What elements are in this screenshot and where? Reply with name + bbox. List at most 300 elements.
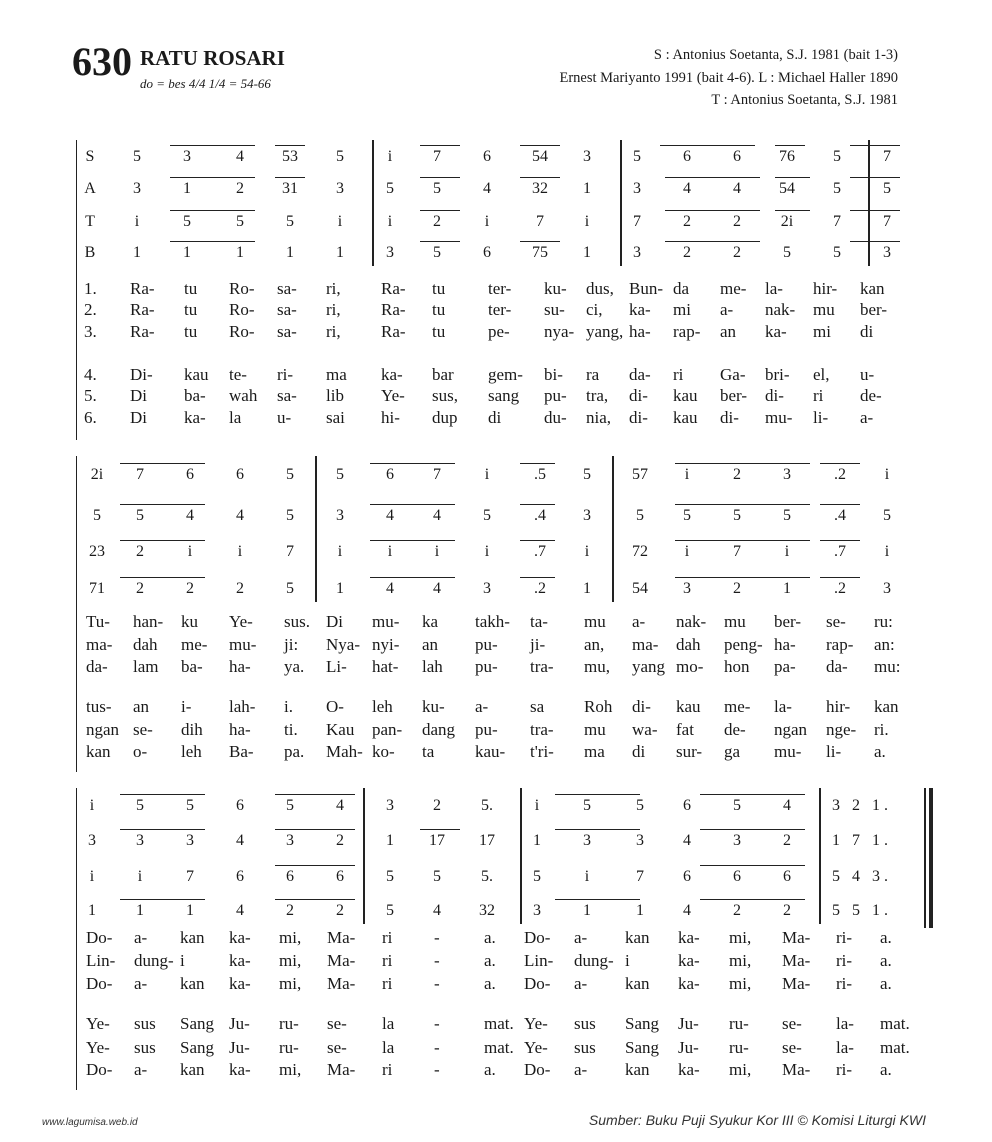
syllable: rap- bbox=[673, 322, 701, 341]
syllable: sus bbox=[134, 1014, 156, 1033]
note: 3 bbox=[783, 466, 791, 483]
note: 5 bbox=[93, 507, 101, 524]
beam-line bbox=[275, 145, 305, 146]
note: i bbox=[434, 543, 440, 560]
syllable: hi- bbox=[381, 408, 400, 427]
beam-line bbox=[420, 177, 460, 178]
syllable: Lin- bbox=[86, 951, 116, 970]
syllable: se- bbox=[327, 1038, 347, 1057]
syllable: yang bbox=[632, 657, 666, 676]
syllable: mu bbox=[813, 300, 835, 319]
song-number: 630 bbox=[72, 39, 132, 84]
syllable: a. bbox=[880, 951, 892, 970]
syllable: nak- bbox=[676, 612, 707, 631]
syllable: ya. bbox=[284, 657, 305, 676]
note: i bbox=[387, 148, 393, 165]
beam-line bbox=[850, 177, 900, 178]
syllable: kau bbox=[673, 408, 698, 427]
syllable: Ye- bbox=[524, 1014, 548, 1033]
syllable: tu bbox=[432, 279, 446, 298]
syllable: di bbox=[860, 322, 874, 341]
syllable: mu- bbox=[765, 408, 793, 427]
syllable: da bbox=[673, 279, 690, 298]
note: 5 bbox=[433, 180, 441, 197]
note: 5 bbox=[883, 507, 891, 524]
note: 6 bbox=[286, 868, 294, 885]
beam-line bbox=[675, 504, 810, 505]
syllable: Ro- bbox=[229, 279, 255, 298]
syllable: ka- bbox=[229, 1060, 251, 1079]
voice-row bbox=[0, 868, 940, 888]
syllable: pu- bbox=[544, 386, 567, 405]
note: 4 bbox=[433, 580, 441, 597]
syllable: nya- bbox=[544, 322, 575, 341]
note: 1 bbox=[186, 902, 194, 919]
note: 4 bbox=[236, 832, 244, 849]
note: i bbox=[237, 543, 243, 560]
note: i bbox=[684, 466, 690, 483]
syllable: u- bbox=[860, 365, 875, 384]
note: 4 bbox=[433, 902, 441, 919]
syllable: a- bbox=[632, 612, 646, 631]
syllable: Ro- bbox=[229, 300, 255, 319]
note: 4 bbox=[236, 148, 244, 165]
syllable: ji- bbox=[530, 635, 546, 654]
syllable: la bbox=[382, 1038, 395, 1057]
beam-line bbox=[170, 241, 255, 242]
note: 5 bbox=[236, 213, 244, 230]
syllable: leh bbox=[181, 742, 202, 761]
beam-line bbox=[520, 145, 560, 146]
syllable: Ra- bbox=[130, 279, 155, 298]
syllable: Do- bbox=[86, 974, 113, 993]
beam-line bbox=[275, 794, 355, 795]
syllable: mat. bbox=[880, 1038, 910, 1057]
note: 3 bbox=[88, 832, 96, 849]
syllable: a- bbox=[134, 928, 148, 947]
note: 3 bbox=[483, 580, 491, 597]
note: 3 bbox=[136, 832, 144, 849]
syllable: di- bbox=[629, 386, 648, 405]
syllable: a. bbox=[880, 974, 892, 993]
syllable: ber- bbox=[720, 386, 748, 405]
syllable: O- bbox=[326, 697, 344, 716]
syllable: ri, bbox=[326, 300, 341, 319]
syllable: Ra- bbox=[381, 322, 406, 341]
beam-line bbox=[820, 540, 860, 541]
syllable: Roh bbox=[584, 697, 613, 716]
note: 2 bbox=[236, 580, 244, 597]
syllable: yang, bbox=[586, 322, 624, 341]
note: 5 bbox=[783, 244, 791, 261]
note: 3 bbox=[286, 832, 294, 849]
syllable: rap- bbox=[826, 635, 854, 654]
syllable: se- bbox=[133, 720, 153, 739]
syllable: kan bbox=[180, 928, 205, 947]
note: i bbox=[387, 213, 393, 230]
syllable: ku- bbox=[544, 279, 567, 298]
syllable: ha- bbox=[774, 635, 796, 654]
syllable: ngan bbox=[86, 720, 120, 739]
syllable: a- bbox=[720, 300, 734, 319]
syllable: dung- bbox=[574, 951, 614, 970]
beam-line bbox=[520, 463, 555, 464]
syllable: Ye- bbox=[524, 1038, 548, 1057]
beam-line bbox=[700, 865, 805, 866]
note: 6 bbox=[236, 797, 244, 814]
syllable: ri bbox=[382, 928, 393, 947]
note: 5 bbox=[433, 868, 441, 885]
syllable: tu bbox=[184, 279, 198, 298]
note: 32 bbox=[479, 902, 495, 919]
beam-line bbox=[275, 899, 355, 900]
syllable: pu- bbox=[475, 635, 498, 654]
syllable: Ra- bbox=[130, 300, 155, 319]
syllable: - bbox=[434, 974, 440, 993]
note: 4 bbox=[386, 580, 394, 597]
syllable: a- bbox=[134, 974, 148, 993]
syllable: bi- bbox=[544, 365, 563, 384]
note: 5 bbox=[636, 797, 644, 814]
syllable: ru- bbox=[729, 1014, 749, 1033]
syllable: tu bbox=[432, 300, 446, 319]
voice-row bbox=[0, 466, 940, 486]
syllable: la- bbox=[836, 1038, 854, 1057]
note: 2 bbox=[733, 580, 741, 597]
syllable: sur- bbox=[676, 742, 703, 761]
note: 1 bbox=[583, 902, 591, 919]
syllable: Do- bbox=[524, 1060, 551, 1079]
syllable: pu- bbox=[475, 657, 498, 676]
beam-line bbox=[520, 577, 555, 578]
syllable: an: bbox=[874, 635, 895, 654]
voice-row bbox=[0, 832, 940, 852]
note: 72 bbox=[632, 543, 648, 560]
note: 2 bbox=[136, 543, 144, 560]
syllable: ri bbox=[382, 951, 393, 970]
syllable: ru- bbox=[279, 1038, 299, 1057]
source-credit: Sumber: Buku Puji Syukur Kor III © Komisi Liturgi KWI bbox=[588, 1112, 926, 1128]
beam-line bbox=[170, 145, 255, 146]
beam-line bbox=[700, 794, 805, 795]
note: 7 bbox=[536, 213, 544, 230]
verse-line bbox=[0, 697, 899, 717]
note: 5 bbox=[286, 466, 294, 483]
note: 5 bbox=[136, 797, 144, 814]
note: i bbox=[684, 543, 690, 560]
syllable: li- bbox=[813, 408, 829, 427]
note: 1 bbox=[583, 180, 591, 197]
verse-line bbox=[0, 1060, 892, 1080]
syllable: Lin- bbox=[524, 951, 554, 970]
note: 5 bbox=[833, 244, 841, 261]
syllable: mo- bbox=[676, 657, 704, 676]
note: 5 bbox=[286, 580, 294, 597]
syllable: ma bbox=[326, 365, 347, 384]
note: 4 bbox=[186, 507, 194, 524]
syllable: nge- bbox=[826, 720, 857, 739]
syllable: kan bbox=[860, 279, 885, 298]
syllable: sus, bbox=[432, 386, 458, 405]
note: 5 bbox=[533, 868, 541, 885]
syllable: an bbox=[133, 697, 150, 716]
syllable: mu bbox=[724, 612, 746, 631]
note: 5 bbox=[733, 507, 741, 524]
beam-line bbox=[120, 540, 205, 541]
syllable: bri- bbox=[765, 365, 790, 384]
syllable: lah bbox=[422, 657, 443, 676]
voice-row bbox=[0, 902, 940, 922]
syllable: me- bbox=[724, 697, 751, 716]
syllable: dih bbox=[181, 720, 203, 739]
syllable: Di- bbox=[130, 365, 153, 384]
note: 5 bbox=[183, 213, 191, 230]
note: 5 5 1. bbox=[832, 902, 892, 919]
syllable: me- bbox=[181, 635, 208, 654]
syllable: - bbox=[434, 1060, 440, 1079]
syllable: ra bbox=[586, 365, 600, 384]
note: 6 bbox=[733, 868, 741, 885]
verse-line bbox=[0, 951, 892, 971]
note: 2 bbox=[783, 832, 791, 849]
syllable: ka- bbox=[629, 300, 651, 319]
note: 4 bbox=[783, 797, 791, 814]
syllable: a. bbox=[880, 928, 892, 947]
syllable: ka- bbox=[765, 322, 787, 341]
note: 6 bbox=[186, 466, 194, 483]
syllable: sa- bbox=[277, 300, 297, 319]
syllable: leh bbox=[372, 697, 393, 716]
note: 3 bbox=[633, 180, 641, 197]
note: 5 bbox=[833, 180, 841, 197]
beam-line bbox=[665, 241, 760, 242]
verse-line bbox=[0, 974, 892, 994]
note: 1 bbox=[183, 180, 191, 197]
syllable: sus bbox=[574, 1038, 596, 1057]
syllable: nia, bbox=[586, 408, 612, 427]
note: i bbox=[484, 466, 490, 483]
note: 3 bbox=[583, 148, 591, 165]
syllable: ri, bbox=[326, 322, 341, 341]
syllable: Sang bbox=[180, 1014, 214, 1033]
syllable: ri- bbox=[836, 928, 853, 947]
syllable: o- bbox=[133, 742, 148, 761]
note: 1 bbox=[236, 244, 244, 261]
syllable: su- bbox=[544, 300, 565, 319]
syllable: i bbox=[625, 951, 630, 970]
beam-line bbox=[420, 241, 460, 242]
note: 2 bbox=[136, 580, 144, 597]
syllable: Ra- bbox=[381, 279, 406, 298]
syllable: ha- bbox=[229, 720, 251, 739]
note: 5 bbox=[133, 148, 141, 165]
syllable: da- bbox=[86, 657, 108, 676]
syllable: ka- bbox=[229, 928, 251, 947]
voice-row bbox=[0, 213, 940, 233]
beam-line bbox=[775, 210, 810, 211]
syllable: ri bbox=[382, 974, 393, 993]
syllable: ri bbox=[673, 365, 684, 384]
note: 1 7 1. bbox=[832, 832, 892, 849]
syllable: ta- bbox=[530, 612, 548, 631]
syllable: mu, bbox=[584, 657, 610, 676]
note: 1 bbox=[783, 580, 791, 597]
beam-line bbox=[775, 145, 805, 146]
note: 5 bbox=[286, 507, 294, 524]
beam-line bbox=[850, 241, 900, 242]
syllable: de- bbox=[860, 386, 882, 405]
syllable: ku bbox=[181, 612, 198, 631]
syllable: a. bbox=[484, 928, 496, 947]
verse-line bbox=[0, 635, 895, 655]
syllable: pe- bbox=[488, 322, 510, 341]
note: i bbox=[89, 868, 95, 885]
syllable: dah bbox=[676, 635, 701, 654]
syllable: ri- bbox=[836, 974, 853, 993]
syllable: a- bbox=[574, 928, 588, 947]
verse-line bbox=[0, 300, 888, 320]
note: 7 bbox=[833, 213, 841, 230]
syllable: mat. bbox=[880, 1014, 910, 1033]
verse-line bbox=[0, 1038, 910, 1058]
voice-label: A bbox=[84, 180, 96, 197]
note: 7 bbox=[733, 543, 741, 560]
note: 2 bbox=[186, 580, 194, 597]
note: i bbox=[337, 213, 343, 230]
syllable: Ra- bbox=[381, 300, 406, 319]
verse-line bbox=[0, 408, 874, 428]
syllable: gem- bbox=[488, 365, 523, 384]
verse-line bbox=[0, 279, 885, 299]
note: 6 bbox=[336, 868, 344, 885]
syllable: a. bbox=[484, 1060, 496, 1079]
note: 5 bbox=[286, 213, 294, 230]
syllable: Tu- bbox=[86, 612, 110, 631]
note: 4 bbox=[336, 797, 344, 814]
note: 5 bbox=[386, 902, 394, 919]
syllable: Ye- bbox=[86, 1038, 110, 1057]
syllable: ru- bbox=[729, 1038, 749, 1057]
beam-line bbox=[420, 145, 460, 146]
syllable: Sang bbox=[625, 1038, 659, 1057]
beam-line bbox=[420, 829, 460, 830]
note: 5 bbox=[636, 507, 644, 524]
note: 17 bbox=[479, 832, 495, 849]
note: 6 bbox=[236, 868, 244, 885]
note: 7 bbox=[636, 868, 644, 885]
syllable: Mah- bbox=[326, 742, 363, 761]
note: .2 bbox=[834, 580, 846, 597]
syllable: dup bbox=[432, 408, 458, 427]
beam-line bbox=[520, 540, 555, 541]
note: 31 bbox=[282, 180, 298, 197]
note: 5 bbox=[583, 797, 591, 814]
beam-line bbox=[370, 540, 455, 541]
note: 7 bbox=[286, 543, 294, 560]
beam-line bbox=[120, 829, 205, 830]
note: 71 bbox=[89, 580, 105, 597]
syllable: tra, bbox=[586, 386, 609, 405]
syllable: ber- bbox=[860, 300, 888, 319]
note: 5 bbox=[483, 507, 491, 524]
verse-line bbox=[0, 720, 889, 740]
syllable: t'ri- bbox=[530, 742, 554, 761]
syllable: mu bbox=[584, 612, 606, 631]
syllable: Ye- bbox=[381, 386, 405, 405]
voice-row bbox=[0, 580, 940, 600]
syllable: se- bbox=[782, 1038, 802, 1057]
beam-line bbox=[850, 210, 900, 211]
note: 53 bbox=[282, 148, 298, 165]
voice-row bbox=[0, 797, 940, 817]
note: 17 bbox=[429, 832, 445, 849]
verse-line bbox=[0, 1014, 910, 1034]
beam-line bbox=[520, 504, 555, 505]
beam-line bbox=[850, 145, 900, 146]
syllable: kau bbox=[184, 365, 209, 384]
note: 3 bbox=[583, 507, 591, 524]
syllable: a. bbox=[874, 742, 886, 761]
syllable: Sang bbox=[180, 1038, 214, 1057]
syllable: kan bbox=[180, 1060, 205, 1079]
note: 2 bbox=[683, 244, 691, 261]
note: 1 bbox=[133, 244, 141, 261]
syllable: mi, bbox=[729, 974, 752, 993]
syllable: ri- bbox=[836, 951, 853, 970]
verse-number: 5. bbox=[84, 386, 97, 405]
syllable: Di bbox=[130, 408, 147, 427]
syllable: fat bbox=[676, 720, 694, 739]
beam-line bbox=[665, 210, 760, 211]
syllable: el, bbox=[813, 365, 830, 384]
note: 4 bbox=[683, 180, 691, 197]
syllable: Do- bbox=[524, 928, 551, 947]
note: 6 bbox=[386, 466, 394, 483]
voice-label: T bbox=[85, 213, 95, 230]
syllable: ru: bbox=[874, 612, 893, 631]
syllable: di- bbox=[629, 408, 648, 427]
syllable: sang bbox=[488, 386, 520, 405]
voice-row bbox=[0, 148, 940, 168]
note: i bbox=[784, 543, 790, 560]
credit-line-1: S : Antonius Soetanta, S.J. 1981 (bait 1-3) bbox=[653, 47, 898, 63]
syllable: Ma- bbox=[782, 974, 811, 993]
syllable: Di bbox=[326, 612, 343, 631]
note: 3 bbox=[683, 580, 691, 597]
syllable: - bbox=[434, 1014, 440, 1033]
note: 1 bbox=[136, 902, 144, 919]
syllable: kau bbox=[676, 697, 701, 716]
note: 4 bbox=[683, 832, 691, 849]
syllable: tus- bbox=[86, 697, 112, 716]
syllable: tu bbox=[184, 322, 198, 341]
syllable: kan bbox=[180, 974, 205, 993]
syllable: nak- bbox=[765, 300, 796, 319]
syllable: Ye- bbox=[86, 1014, 110, 1033]
verse-line bbox=[0, 365, 875, 385]
note: 3 bbox=[733, 832, 741, 849]
note: 3 bbox=[533, 902, 541, 919]
syllable: kau- bbox=[475, 742, 506, 761]
note: 54 bbox=[532, 148, 548, 165]
note: 5 bbox=[833, 148, 841, 165]
syllable: a- bbox=[574, 974, 588, 993]
note: i bbox=[884, 466, 890, 483]
syllable: li- bbox=[826, 742, 842, 761]
syllable: an, bbox=[584, 635, 605, 654]
syllable: Ju- bbox=[678, 1014, 699, 1033]
beam-line bbox=[820, 577, 860, 578]
